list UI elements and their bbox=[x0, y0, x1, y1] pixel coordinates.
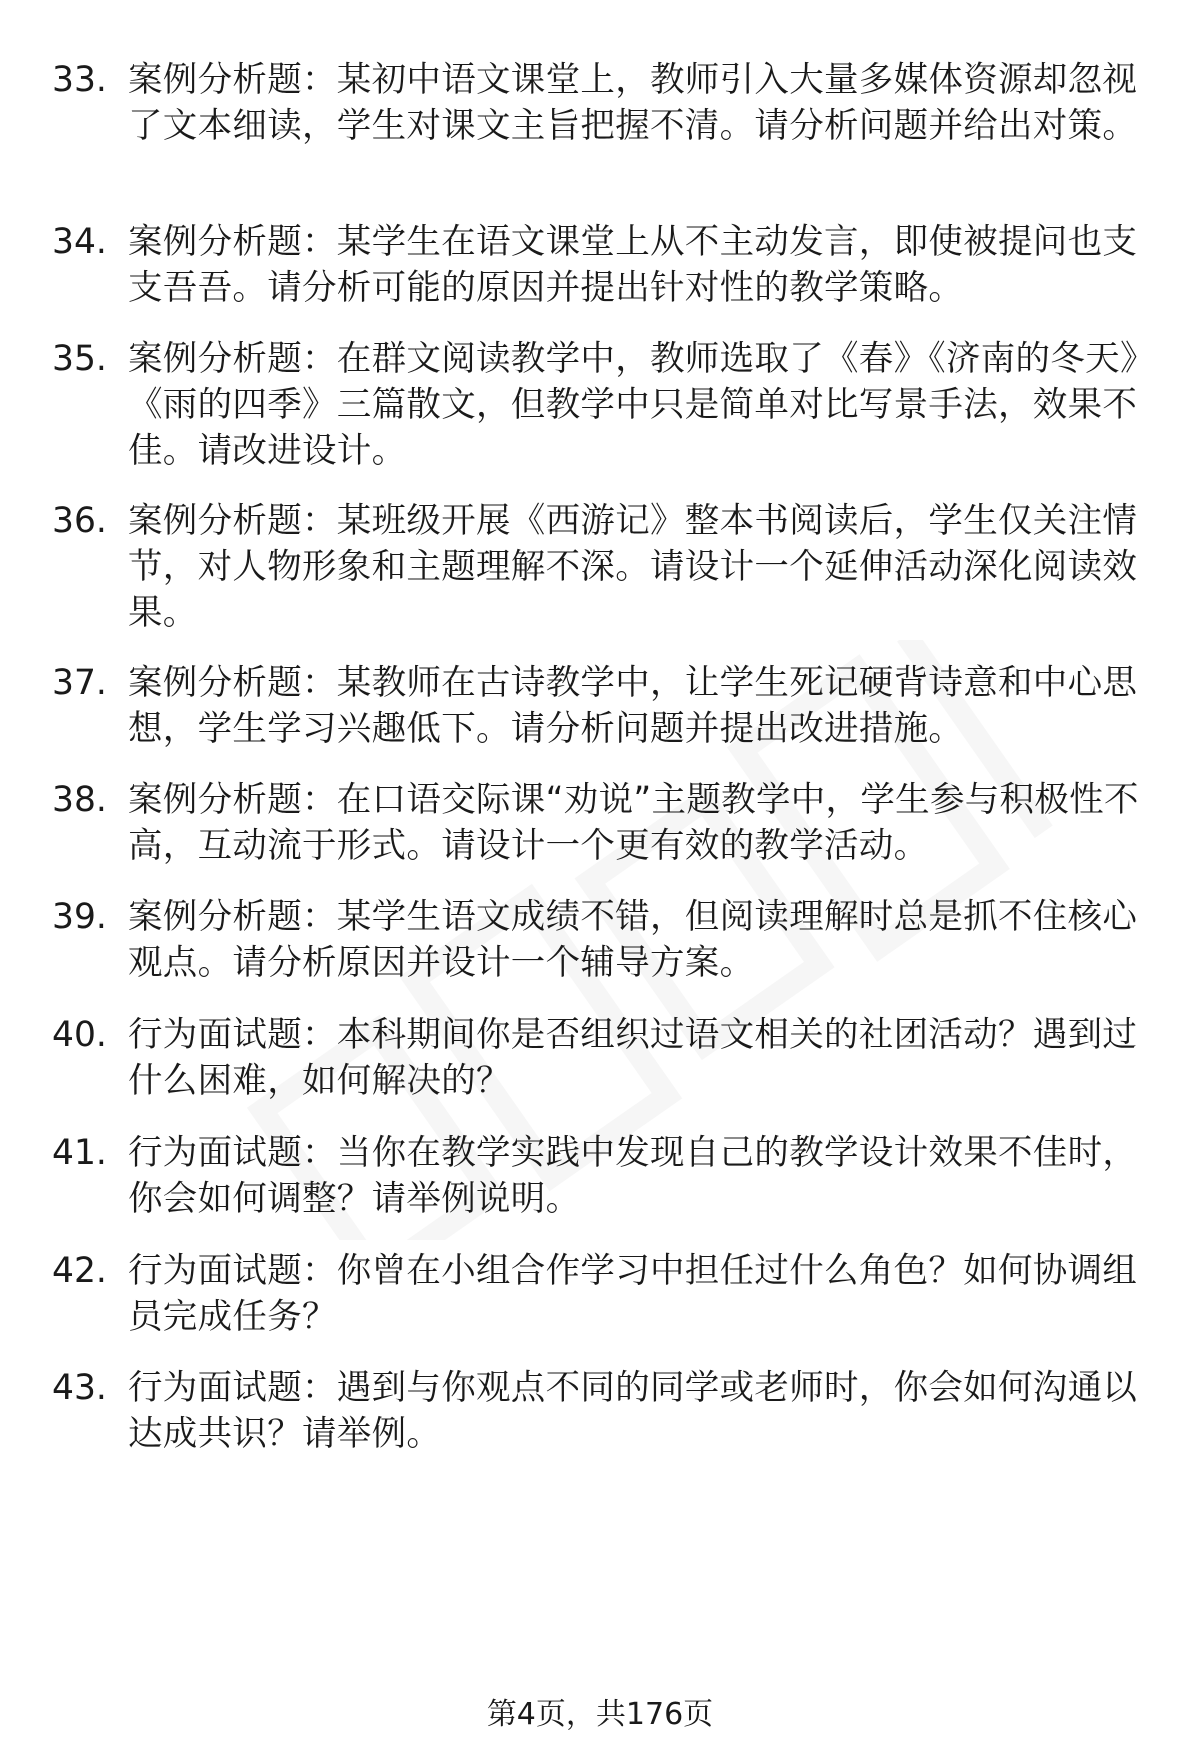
question-item bbox=[52, 336, 1152, 474]
question-number: 37. bbox=[52, 663, 107, 703]
question-number: 35. bbox=[52, 339, 107, 379]
question-text: 行为面试题：当你在教学实践中发现自己的教学设计效果不佳时，你会如何调整？请举例说明。 bbox=[128, 1133, 1138, 1219]
question-number: 36. bbox=[52, 501, 107, 541]
question-item bbox=[52, 1012, 1152, 1104]
question-number: 43. bbox=[52, 1368, 107, 1408]
question-text: 行为面试题：你曾在小组合作学习中担任过什么角色？如何协调组员完成任务？ bbox=[128, 1251, 1138, 1337]
question-text: 案例分析题：在口语交际课“劝说”主题教学中，学生参与积极性不高，互动流于形式。请设计一个更有效的教学活动。 bbox=[128, 780, 1139, 866]
question-text: 行为面试题：本科期间你是否组织过语文相关的社团活动？遇到过什么困难，如何解决的？ bbox=[128, 1015, 1138, 1101]
question-text: 案例分析题：某学生在语文课堂上从不主动发言，即使被提问也支支吾吾。请分析可能的原因并提出针对性的教学策略。 bbox=[128, 222, 1138, 308]
question-item bbox=[52, 1365, 1152, 1457]
question-text: 案例分析题：某学生语文成绩不错，但阅读理解时总是抓不住核心观点。请分析原因并设计一个辅导方案。 bbox=[128, 897, 1138, 983]
question-number: 41. bbox=[52, 1133, 107, 1173]
question-item bbox=[52, 219, 1152, 311]
question-number: 34. bbox=[52, 222, 107, 262]
question-text: 行为面试题：遇到与你观点不同的同学或老师时，你会如何沟通以达成共识？请举例。 bbox=[128, 1368, 1138, 1454]
question-number: 38. bbox=[52, 780, 107, 820]
question-text: 案例分析题：某教师在古诗教学中，让学生死记硬背诗意和中心思想，学生学习兴趣低下。请分析问题并提出改进措施。 bbox=[128, 663, 1138, 749]
question-number: 39. bbox=[52, 897, 107, 937]
question-item bbox=[52, 57, 1152, 149]
question-text: 案例分析题：某初中语文课堂上，教师引入大量多媒体资源却忽视了文本细读，学生对课文主旨把握不清。请分析问题并给出对策。 bbox=[128, 60, 1138, 146]
question-item bbox=[52, 777, 1152, 869]
question-item bbox=[52, 1130, 1152, 1222]
question-number: 42. bbox=[52, 1251, 107, 1291]
question-item bbox=[52, 1248, 1152, 1340]
question-text: 案例分析题：某班级开展《西游记》整本书阅读后，学生仅关注情节，对人物形象和主题理解不深。请设计一个延伸活动深化阅读效果。 bbox=[128, 501, 1138, 633]
question-number: 40. bbox=[52, 1015, 107, 1055]
page-number-footer: 第4页，共176页 bbox=[486, 1697, 714, 1732]
question-item bbox=[52, 894, 1152, 986]
question-text: 案例分析题：在群文阅读教学中，教师选取了《春》《济南的冬天》《雨的四季》三篇散文，但教学中只是简单对比写景手法，效果不佳。请改进设计。 bbox=[128, 339, 1138, 471]
question-item bbox=[52, 498, 1152, 636]
question-number: 33. bbox=[52, 60, 107, 100]
question-item bbox=[52, 660, 1152, 752]
